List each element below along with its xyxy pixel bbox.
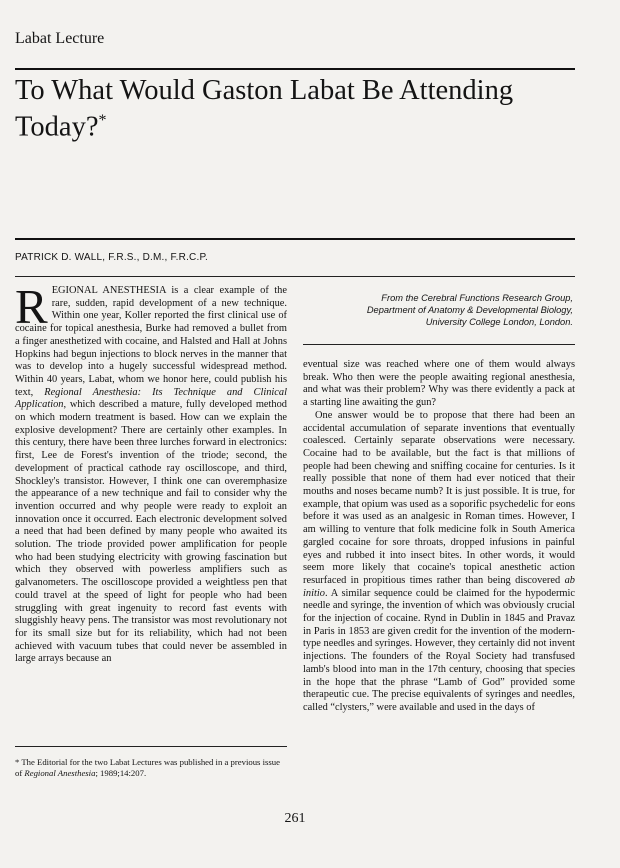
footnote-citation: ; 1989;14:207. <box>95 768 147 778</box>
page-number: 261 <box>284 811 306 826</box>
right-column <box>303 359 575 715</box>
journal-name: Regional Anesthesia <box>24 768 96 778</box>
intro-paragraph <box>15 279 287 666</box>
affiliation-line: From the Cerebral Functions Research Group, <box>381 293 573 303</box>
book-title: Regional Anesthesia: Its Technique and Clinical Application <box>15 386 287 411</box>
top-rule <box>15 68 575 70</box>
title-footnote-marker: * <box>98 112 107 129</box>
title-text: To What Would Gaston Labat Be Attending Today? <box>15 75 514 143</box>
article-title <box>15 76 555 143</box>
paragraph-text-continued: . A similar sequence could be claimed for the hypodermic needle and syringe, the invention of which was obviously crucial for the injection of cocaine. Rynd in Dublin in 1845 and Pravaz in Paris in 1853 are given credit for the invention of the modern-type needles and syringes. However, they certainly did not invent injections. The founders of the Royal Society had transfused lamb's blood into man in the 17th century, choosing that species in the hope that the phrase “Lamb of God” provided some therapeutic cue. The precise equivalents of syringes and needles, called “clysters,” were available and used in the days of <box>303 587 575 713</box>
author-byline: PATRICK D. WALL, F.R.S., D.M., F.R.C.P. <box>15 252 209 263</box>
drop-cap: R <box>15 279 48 334</box>
affiliation <box>305 292 573 328</box>
footnote <box>15 757 287 779</box>
footnote-text: * The Editorial for the two Labat Lectures was published in a previous issue of <box>15 757 280 778</box>
paragraph-text: One answer would be to propose that there had been an accidental accumulation of separate inventions that eventually coalesced. Certainly separate observations were necessary. Cocaine had to be available, but the fact is that millions of people had been chewing and sniffing cocaine for centuries. Is it really possible that none of them had ever noticed that their mouths and noses became numb? It is just possible. It is true, for example, that opium was used as a soporific psychedelic for eons before it was used as an analgesic in Roman times. However, I am willing to venture that folk medicine folk in South America gargled cocaine for sore throats, dropped infusions in painful eyes and rubbed it into insect bites. In other words, it would seem more likely that cocaine's topical anesthetic action resurfaced in propitious times rather than being discovered <box>303 409 575 586</box>
left-column <box>15 279 287 666</box>
intro-text: EGIONAL ANESTHESIA is a clear example of the rare, sudden, rapid development of a new technique. Within one year, Koller reported the first clinical use of cocaine for topical anesthesia, Burke had removed a bullet from a finger anesthetized with cocaine, and Halsted and Hall at Johns Hopkins had begun injections to block nerves in the manner that was to develop into a hugely successful widespread method. Within 40 years, Labat, whom we honor here, could publish his text, <box>15 285 287 398</box>
affiliation-line: University College London, London. <box>425 317 573 327</box>
affiliation-rule <box>303 344 575 345</box>
footnote-rule <box>15 746 287 747</box>
latin-phrase: ab initio <box>303 574 575 599</box>
intro-text-continued: , which described a mature, fully developed method on which modern treatment is based. How can we explain the explosive development? There are certainly other examples. In this century, there have been three lurches forward in electronics: first, Lee de Forest's invention of the triode; second, the development of practical cathode ray oscilloscope, and third, Shockley's transistor. However, I think one can overemphasize the appearance of a new technique and fail to consider why the invention occurred and why people were ready to exploit an innovation once it occurred. Each electronic development solved a need that had been defined by many people who awaited its solution. The triode provided power amplification for people who had been studying electricity with growing fascination but which they observed with powerless amplifiers such as galvanometers. The oscilloscope provided a weightless pen that could travel at the speed of light for people who had been struggling with great ingenuity to record fast events with sluggishly heavy pens. The transistor was most revolutionary not for its small size but for its reliability, which had not been achieved with vacuum tubes that could never be assembled in large arrays because an <box>15 399 287 665</box>
section-label: Labat Lecture <box>15 30 105 47</box>
affiliation-line: Department of Anatomy & Developmental Biology, <box>366 305 573 315</box>
byline-rule <box>15 276 575 277</box>
body-paragraph <box>303 410 575 715</box>
author-rule <box>15 238 575 240</box>
continuation-paragraph: eventual size was reached where one of them would always break. Who then were the people awaiting regional anesthesia, and what was their problem? Why was there evidently a pack at a starting line awaiting the gun? <box>303 359 575 409</box>
